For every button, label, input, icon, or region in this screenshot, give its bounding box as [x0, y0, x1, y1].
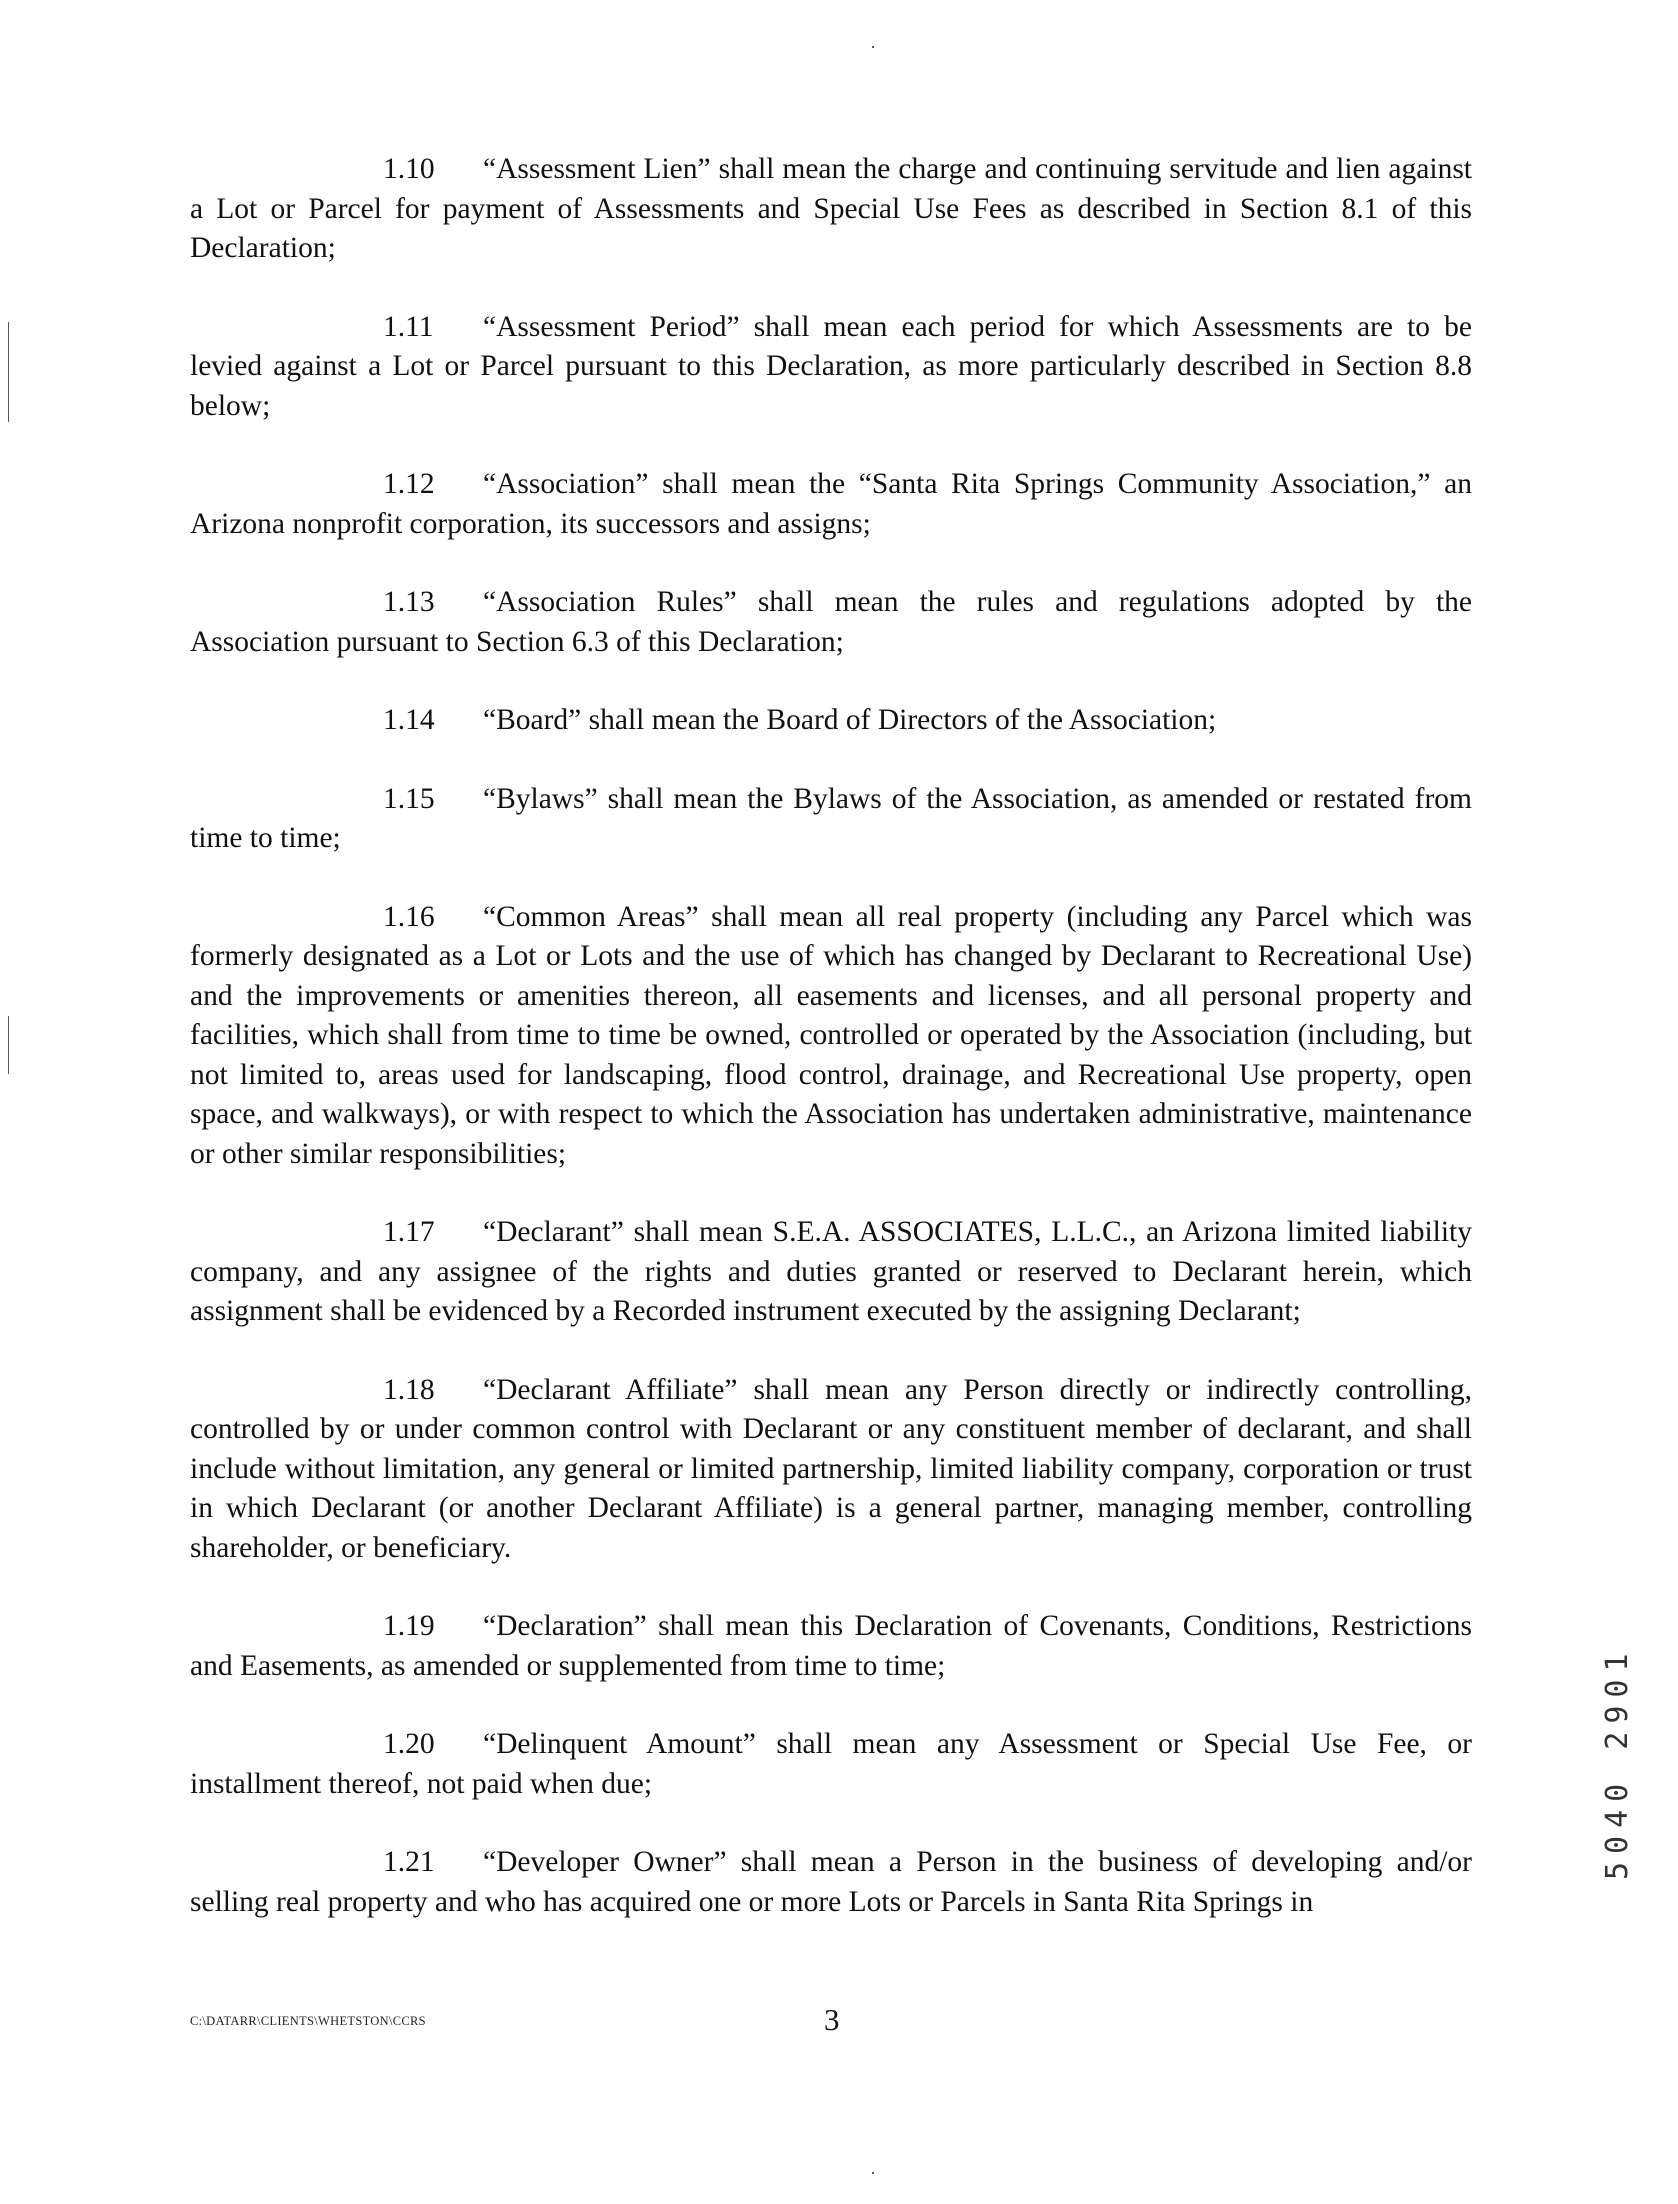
definition-text: “Assessment Period” shall mean each period for which Assessments are to be levied against a Lot or Parcel pursuant to this Declaration, as more particularly described in Section 8.8 below;	[190, 310, 1472, 422]
section-number: 1.13	[383, 586, 435, 618]
scan-mark-bottom	[872, 2172, 874, 2174]
definition-1-18	[190, 1371, 1472, 1569]
definition-1-14	[190, 701, 1472, 741]
definitions-list	[190, 150, 1472, 1961]
section-number: 1.16	[383, 900, 435, 933]
scan-mark-left-1	[8, 322, 9, 422]
definition-1-11	[190, 308, 1472, 427]
section-number: 1.21	[383, 1846, 435, 1878]
definition-text: “Assessment Lien” shall mean the charge and continuing servitude and lien against a Lot or Parcel for payment of Assessments and Special Use Fees as described in Section 8.1 of this Declaration;	[190, 153, 1472, 264]
section-number: 1.10	[383, 153, 435, 185]
recording-stamp: 5040 2901	[1600, 1645, 1635, 1880]
definition-1-19	[190, 1607, 1472, 1686]
definition-text: “Declaration” shall mean this Declaration of Covenants, Conditions, Restrictions and Easements, as amended or supplemented from time to time;	[190, 1610, 1472, 1682]
section-number: 1.12	[383, 468, 435, 500]
definition-1-16	[190, 898, 1472, 1175]
definition-text: “Bylaws” shall mean the Bylaws of the Association, as amended or restated from time to time;	[190, 782, 1472, 854]
definition-1-17	[190, 1213, 1472, 1332]
definition-text: “Developer Owner” shall mean a Person in the business of developing and/or selling real property and who has acquired one or more Lots or Parcels in Santa Rita Springs in	[190, 1846, 1472, 1918]
scan-mark-top	[872, 46, 874, 48]
section-number: 1.14	[383, 704, 435, 736]
section-number: 1.15	[383, 782, 435, 815]
definition-text: “Declarant Affiliate” shall mean any Person directly or indirectly controlling, controlled by or under common control with Declarant or any constituent member of declarant, and shall include without limitation, any general or limited partnership, limited liability company, corporation or trust in which Declarant (or another Declarant Affiliate) is a general partner, managing member, controlling shareholder, or beneficiary.	[190, 1373, 1472, 1564]
section-number: 1.20	[383, 1728, 435, 1760]
definition-text: “Association Rules” shall mean the rules and regulations adopted by the Association pursuant to Section 6.3 of this Declaration;	[190, 586, 1472, 658]
definition-1-13	[190, 583, 1472, 662]
page-number: 3	[824, 2002, 840, 2037]
definition-text: “Delinquent Amount” shall mean any Assessment or Special Use Fee, or installment thereof, not paid when due;	[190, 1728, 1472, 1800]
definition-1-10	[190, 150, 1472, 269]
definition-1-15	[190, 780, 1472, 859]
definition-text: “Common Areas” shall mean all real property (including any Parcel which was formerly designated as a Lot or Lots and the use of which has changed by Declarant to Recreational Use) and the improvements or amenities thereon, all easements and licenses, and all personal property and facilities, which shall from time to time be owned, controlled or operated by the Association (including, but not limited to, areas used for landscaping, flood control, drainage, and Recreational Use property, open space, and walkways), or with respect to which the Association has undertaken administrative, maintenance or other similar responsibilities;	[190, 900, 1472, 1170]
section-number: 1.18	[383, 1373, 435, 1406]
definition-text: “Declarant” shall mean S.E.A. ASSOCIATES, L.L.C., an Arizona limited liability company, and any assignee of the rights and duties granted or reserved to Declarant herein, which assignment shall be evidenced by a Recorded instrument executed by the assigning Declarant;	[190, 1216, 1472, 1327]
definition-text: “Board” shall mean the Board of Directors of the Association;	[483, 704, 1217, 736]
definition-text: “Association” shall mean the “Santa Rita Springs Community Association,” an Arizona nonprofit corporation, its successors and assigns;	[190, 468, 1472, 540]
section-number: 1.11	[383, 310, 434, 343]
definition-1-21	[190, 1843, 1472, 1922]
definition-1-12	[190, 465, 1472, 544]
definition-1-20	[190, 1725, 1472, 1804]
section-number: 1.19	[383, 1610, 435, 1642]
scan-mark-left-2	[8, 1016, 9, 1074]
section-number: 1.17	[383, 1216, 435, 1248]
footer-file-path: C:\DATARR\CLIENTS\WHETSTON\CCRS	[190, 2014, 426, 2028]
